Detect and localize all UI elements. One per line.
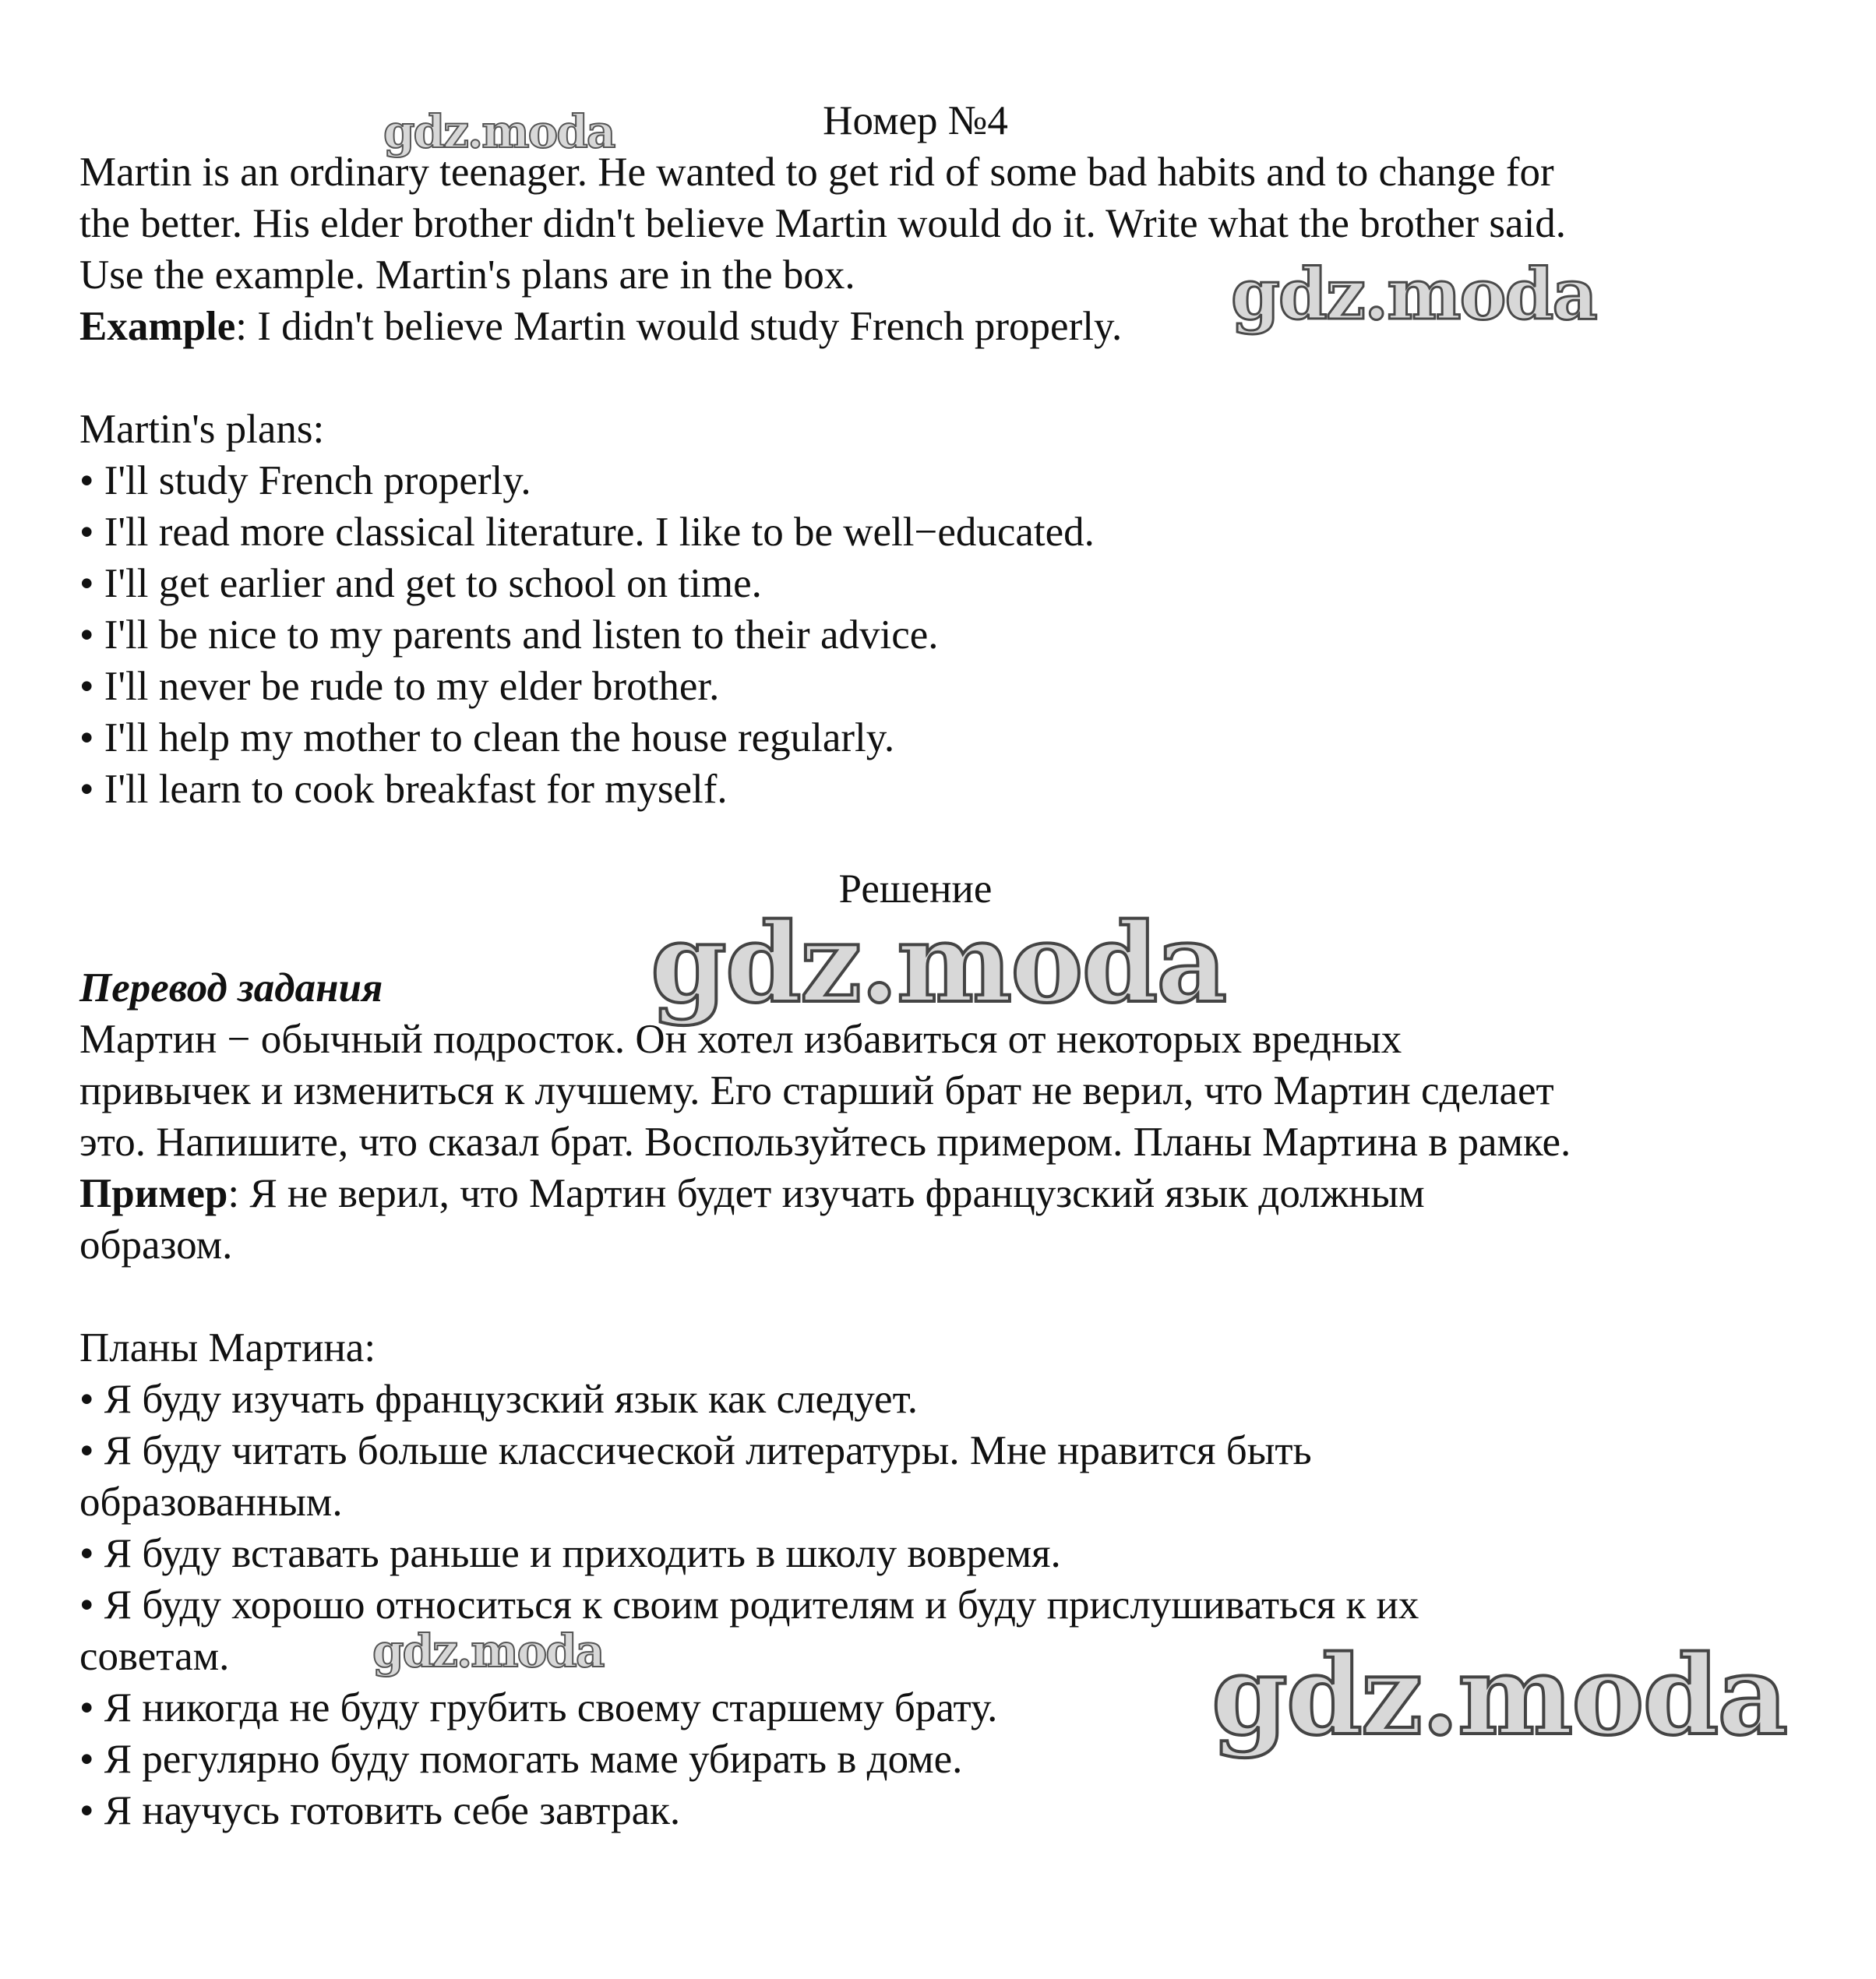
- watermark-logo: gdz.moda: [1211, 1632, 1787, 1760]
- watermark-logo: gdz.moda: [1231, 253, 1596, 336]
- task-line-3: Use the example. Martin's plans are in the box.: [79, 252, 855, 298]
- plan-item: • I'll get earlier and get to school on time.: [79, 561, 762, 606]
- plan-item: • I'll study French properly.: [79, 458, 531, 503]
- translation-example-text: : Я не верил, что Мартин будет изучать французский язык должным: [227, 1171, 1425, 1216]
- translation-plan-line: • Я никогда не буду грубить своему старшему брату.: [79, 1685, 998, 1730]
- watermark-logo: gdz.moda: [651, 900, 1226, 1028]
- plan-item: • I'll never be rude to my elder brother.: [79, 664, 720, 709]
- translation-example-cont: образом.: [79, 1222, 233, 1268]
- watermark-logo: gdz.moda: [372, 1624, 604, 1677]
- translation-line-2: привычек и измениться к лучшему. Его старший брат не верил, что Мартин сделает: [79, 1068, 1554, 1113]
- translation-plan-line: • Я регулярно буду помогать маме убирать в доме.: [79, 1737, 963, 1782]
- plan-item: • I'll be nice to my parents and listen to their advice.: [79, 612, 939, 658]
- translation-example-label: Пример: [79, 1171, 228, 1216]
- translation-plans-heading: Планы Мартина:: [79, 1325, 376, 1370]
- translation-plan-line: образованным.: [79, 1480, 343, 1525]
- plan-item: • I'll read more classical literature. I like to be well−educated.: [79, 510, 1095, 555]
- translation-heading: Перевод задания: [79, 965, 383, 1011]
- task-line-1: Martin is an ordinary teenager. He wanted to get rid of some bad habits and to change for: [79, 150, 1554, 195]
- plan-item: • I'll learn to cook breakfast for myself.: [79, 767, 728, 812]
- translation-plan-line: • Я буду вставать раньше и приходить в школу вовремя.: [79, 1531, 1061, 1576]
- translation-plan-line: • Я буду хорошо относиться к своим родителям и буду прислушиваться к их: [79, 1582, 1419, 1628]
- translation-line-3: это. Напишите, что сказал брат. Воспользуйтесь примером. Планы Мартина в рамке.: [79, 1120, 1571, 1165]
- solution-title: Решение: [838, 866, 993, 912]
- translation-plan-line: • Я научусь готовить себе завтрак.: [79, 1788, 681, 1833]
- plan-item: • I'll help my mother to clean the house regularly.: [79, 715, 895, 760]
- translation-plan-line: советам.: [79, 1634, 230, 1679]
- example-text: : I didn't believe Martin would study French properly.: [235, 304, 1123, 349]
- example-line: [79, 301, 1122, 352]
- translation-line-1: Мартин − обычный подросток. Он хотел избавиться от некоторых вредных: [79, 1017, 1402, 1062]
- translation-plan-line: • Я буду читать больше классической литературы. Мне нравится быть: [79, 1428, 1312, 1473]
- translation-example-line: [79, 1168, 1425, 1219]
- translation-plan-line: • Я буду изучать французский язык как следует.: [79, 1377, 918, 1422]
- page-title: Номер №4: [823, 98, 1008, 143]
- watermark-logo: gdz.moda: [383, 105, 615, 158]
- example-label: Example: [79, 304, 236, 349]
- task-line-2: the better. His elder brother didn't believe Martin would do it. Write what the brother said.: [79, 201, 1567, 246]
- plans-heading: Martin's plans:: [79, 407, 325, 452]
